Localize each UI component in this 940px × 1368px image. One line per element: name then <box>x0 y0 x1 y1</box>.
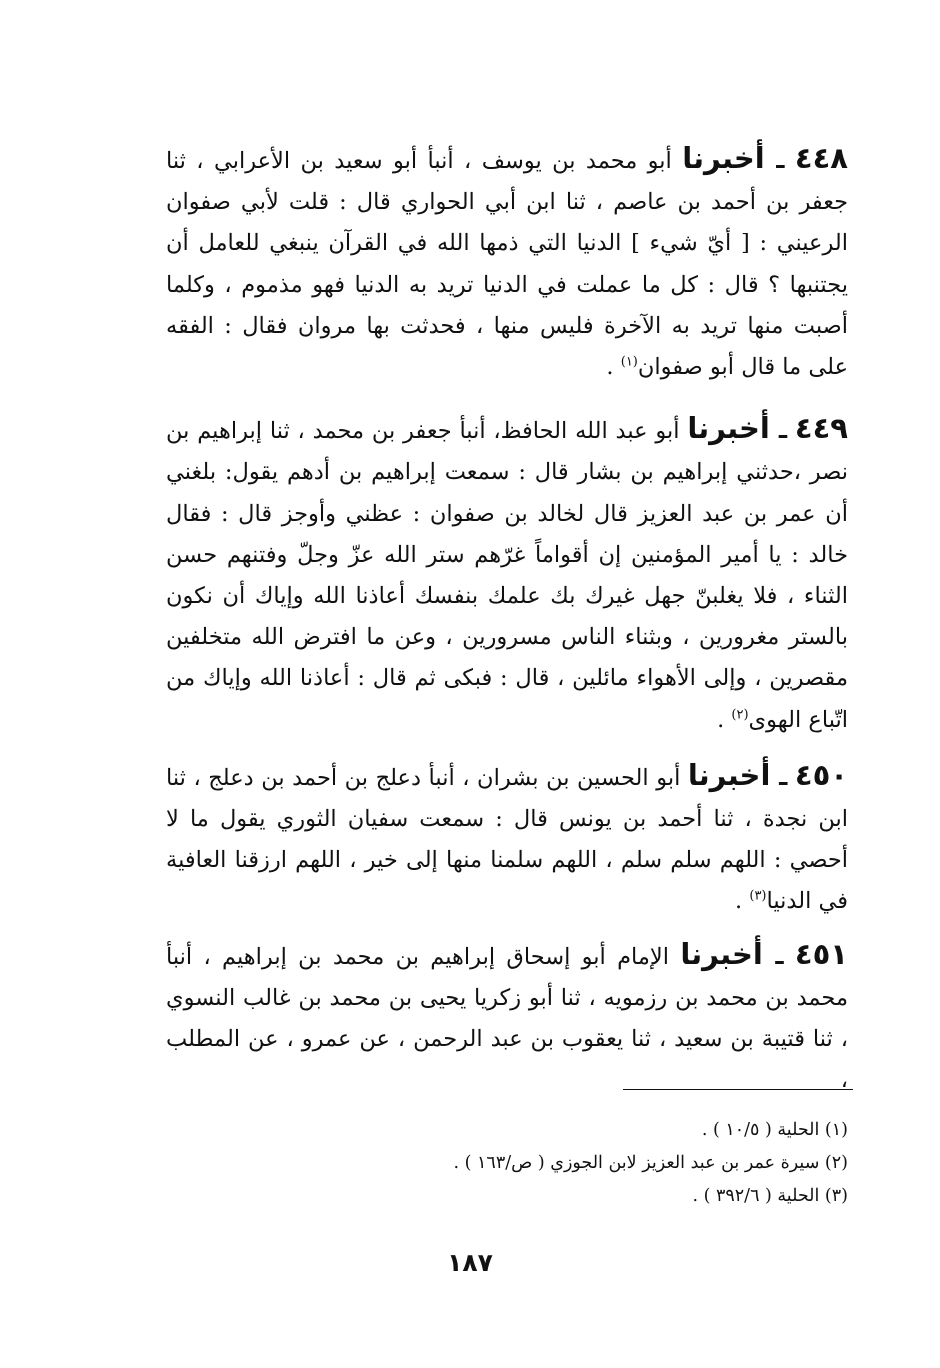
paragraph-end: . <box>606 354 621 381</box>
hadith-text: الإمام أبو إسحاق إبراهيم بن محمد بن إبراهيم ، أنبأ محمد بن محمد بن رزمويه ، ثنا أبو زكريا يحيى بن محمد بن غالب النسوي ، ثنا قتيبة بن سعيد ، ثنا يعقوب بن عبد الرحمن ، عن عمرو ، عن المطلب ، <box>166 943 848 1094</box>
hadith-paragraph-449 <box>166 408 848 741</box>
hadith-keyword: أخبرنا <box>680 936 763 971</box>
footnote-1: (١) الحلية ( ١٠/٥ ) . <box>701 1120 848 1140</box>
hadith-text: أبو عبد الله الحافظ، أنبأ جعفر بن محمد ، ثنا إبراهيم بن نصر ،حدثني إبراهيم بن بشار قال : سمعت إبراهيم بن أدهم يقول: بلغني أن عمر بن عبد العزيز قال لخالد بن صفوان : عظني وأوجز قال : فقال خالد : يا أمير المؤمنين إن أقواماً غرّهم ستر الله عزّ وجلّ وفتنهم حسن الثناء ، فلا يغلبنّ جهل غيرك بك علمك بنفسك أعاذنا الله وإياك أن نكون بالستر مغرورين ، وبثناء الناس مسرورين ، وعن ما افترض الله متخلفين مقصرين ، وإلى الأهواء مائلين ، قال : فبكى ثم قال : أعاذنا الله وإياك من اتّباع الهوى <box>166 418 848 733</box>
hadith-number: ٤٤٨ <box>794 141 848 175</box>
footnote-3: (٣) الحلية ( ٣٩٢/٦ ) . <box>692 1186 848 1206</box>
hadith-number: ٤٥٠ <box>794 757 848 792</box>
hadith-number: ٤٤٩ <box>794 411 849 446</box>
hadith-keyword: أخبرنا <box>687 411 770 446</box>
hadith-paragraph-450 <box>166 755 848 923</box>
dash-separator: ـ <box>769 416 788 445</box>
hadith-number: ٤٥١ <box>794 936 848 971</box>
hadith-text: أبو محمد بن يوسف ، أنبأ أبو سعيد بن الأعرابي ، ثنا جعفر بن أحمد بن عاصم ، ثنا ابن أبي الحواري قال : قلت لأبي صفوان الرعيني : [ أيّ شيء ] الدنيا التي ذمها الله في القرآن ينبغي للعامل أن يجتنبها ؟ قال : كل ما عملت في الدنيا تريد به الدنيا فهو مذموم ، وكلما أصبت منها تريد به الآخرة فليس منها ، فحدثت بها مروان فقال : الفقه على ما قال أبو صفوان <box>166 148 848 381</box>
dash-separator: ـ <box>764 146 785 174</box>
main-text <box>166 138 848 1101</box>
footnote-ref: (١) <box>620 354 638 370</box>
dash-separator: ـ <box>762 941 784 970</box>
paragraph-end: . <box>717 706 732 733</box>
hadith-text: أبو الحسين بن بشران ، أنبأ دعلج بن أحمد بن دعلج ، ثنا ابن نجدة ، ثنا أحمد بن يونس قال : سمعت سفيان الثوري يقول ما لا أحصي : اللهم سلم سلم ، اللهم سلمنا منها إلى خير ، اللهم ارزقنا العافية في الدنيا <box>166 764 848 915</box>
hadith-paragraph-451 <box>166 934 848 1102</box>
footnote-ref: (٣) <box>749 888 767 904</box>
footnote-ref: (٢) <box>731 707 749 723</box>
hadith-paragraph-448 <box>166 138 848 388</box>
page-number: ١٨٧ <box>447 1248 493 1277</box>
paragraph-end: . <box>735 888 750 915</box>
footnote-separator <box>623 1089 853 1090</box>
hadith-keyword: أخبرنا <box>682 141 765 175</box>
dash-separator: ـ <box>770 762 788 791</box>
footnote-2: (٢) سيرة عمر بن عبد العزيز لابن الجوزي ( ص/١٦٣ ) . <box>453 1153 848 1173</box>
footnotes <box>166 1114 848 1213</box>
hadith-keyword: أخبرنا <box>687 757 771 792</box>
